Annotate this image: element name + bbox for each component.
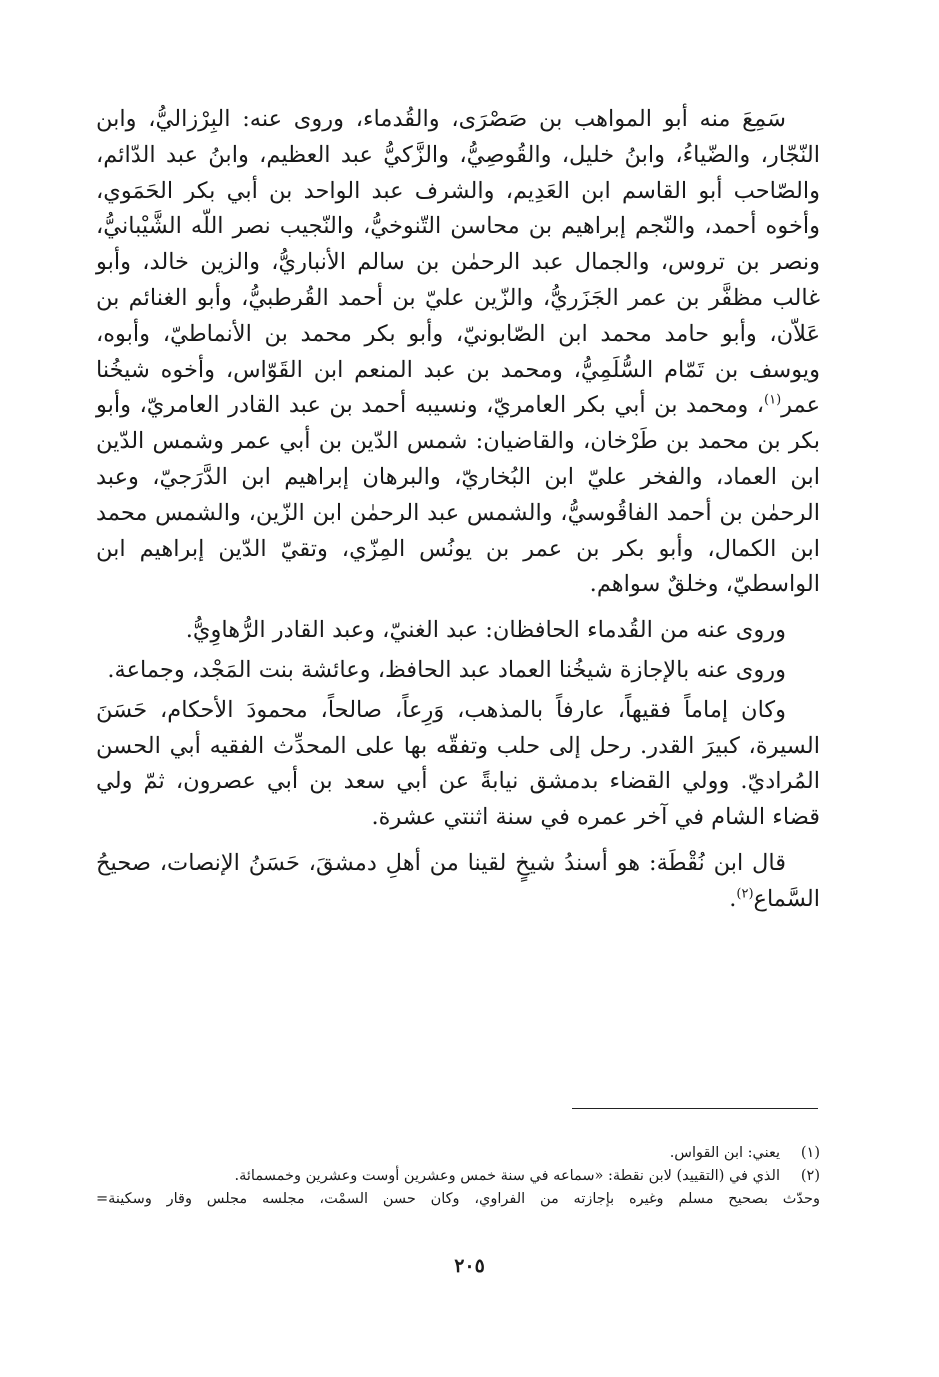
paragraph-early-narrators: وروى عنه من القُدماء الحافظان: عبد الغنيّ، وعبد القادر الرُّهاوِيُّ. xyxy=(185,617,786,644)
footnote-2 xyxy=(96,1165,820,1188)
paragraph-narrators-continued: ، ومحمد بن أبي بكر العامريّ، ونسيبه أحمد بن عبد القادر العامريّ، وأبو بكر بن محمد بن طَرْخان، والقاضيان: شمس الدّين بن أبي عمر وشمس الدّين ابن العماد، والفخر عليّ ابن البُخاريّ، والبرهان إبراهيم ابن الدَّرَجيّ، وعبد الرحمٰن بن أحمد الفاقُوسيُّ، والشمس عبد الرحمٰن ابن الزّين، والشمس محمد ابن الكمال، وأبو بكر بن عمر بن يونُس المِزّي، وتقيّ الدّين إبراهيم ابن الواسطيّ، وخلقٌ سواهم. xyxy=(96,392,820,598)
paragraph-ibn-nuqta-end: . xyxy=(729,885,737,912)
footnote-ref-2[interactable]: (٢) xyxy=(736,886,754,902)
paragraph-narrators xyxy=(96,102,820,603)
paragraph-ijaza: وروى عنه بالإجازة شيخُنا العماد عبد الحافظ، وعائشة بنت المَجْد، وجماعة. xyxy=(107,656,786,683)
footnote-1-text: يعني: ابن القواس. xyxy=(669,1145,780,1161)
footnote-divider xyxy=(572,1108,818,1109)
footnote-1 xyxy=(96,1142,820,1165)
footnote-2-continuation: وحدّث بصحيح مسلم وغيره بإجازته من الفراوي، وكان حسن السمْت، مجلسه مجلس وقار وسكينة= xyxy=(96,1191,820,1207)
paragraph-biography: وكان إماماً فقيهاً، عارفاً بالمذهب، وَرِعاً، صالحاً، محمودَ الأحكام، حَسَنَ السيرة، كبيرَ القدر. رحل إلى حلب وتفقّه بها على المحدِّث الفقيه أبي الحسن المُراديّ. وولي القضاء بدمشق نيابةً عن أبي سعد بن أبي عصرون، ثمّ ولي قضاء الشام في آخر عمره في سنة اثنتي عشرة. xyxy=(96,696,820,831)
paragraph-ibn-nuqta xyxy=(96,846,820,918)
footnote-ref-1[interactable]: (١) xyxy=(764,392,782,408)
footnote-1-number: (١) xyxy=(800,1145,820,1161)
page-number: ٢٠٥ xyxy=(454,1255,485,1277)
paragraph-ibn-nuqta-text: قال ابن نُقْطَة: هو أسندُ شيخٍ لقينا من أهلِ دمشقَ، حَسَنُ الإنصات، صحيحُ السَّماع xyxy=(96,849,820,912)
footnote-2-number: (٢) xyxy=(800,1168,820,1184)
main-text-block xyxy=(96,102,820,918)
footnotes-block xyxy=(96,1142,820,1211)
paragraph-narrators-text: سَمِعَ منه أبو المواهب بن صَصْرَى، والقُدماء، وروى عنه: البِرْزاليُّ، وابن النّجّار، والضّياءُ، وابنُ خليل، والقُوصِيُّ، والزَّكيُّ عبد العظيم، وابنُ عبد الدّائم، والصّاحب أبو القاسم ابن العَدِيم، والشرف عبد الواحد بن أبي بكر الحَمَوي، وأخوه أحمد، والنّجم إبراهيم بن محاسن التّنوخيُّ، والنّجيب نصر اللّه الشَّيْبانيُّ، ونصر بن تروس، والجمال عبد الرحمٰن بن سالم الأنباريُّ، والزين خالد، وأبو غالب مظفَّر بن عمر الجَزَريُّ، والزّين عليّ بن أحمد القُرطبيُّ، وأبو الغنائم بن عَلاّن، وأبو حامد محمد ابن الصّابونيّ، وأبو بكر محمد بن الأنماطيّ، وأبوه، ويوسف بن تَمّام السُّلَمِيُّ، ومحمد بن عبد المنعم ابن القَوّاس، وأخوه شيخُنا عمر xyxy=(96,106,820,419)
footnote-2-text: الذي في (التقييد) لابن نقطة: «سماعه في سنة خمس وعشرين أوست وعشرين وخمسمائة. xyxy=(234,1168,780,1184)
